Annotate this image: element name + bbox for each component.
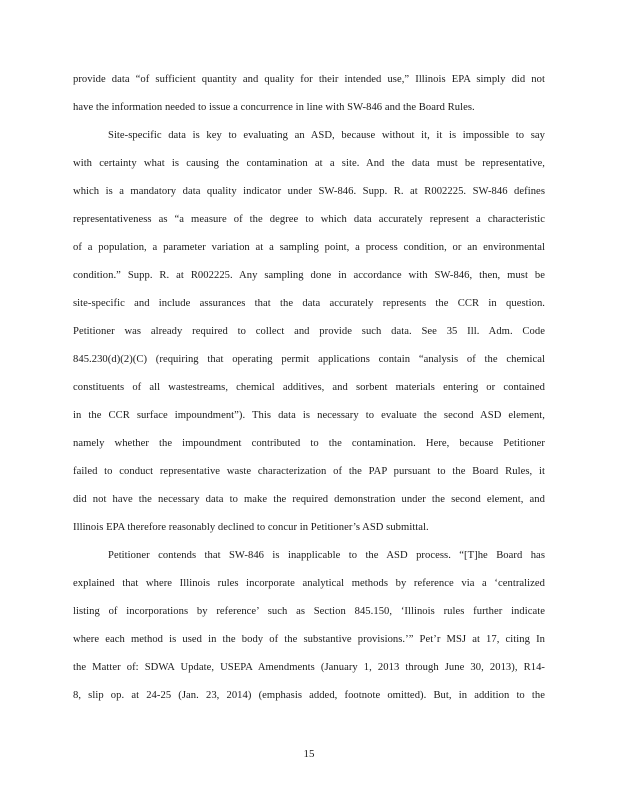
text-line: explained that where Illinois rules incorporate analytical methods by reference via a ‘centralized [73,578,545,589]
text-line: constituents of all wastestreams, chemical additives, and sorbent materials entering or contained [73,382,545,393]
text-line: 845.230(d)(2)(C) (requiring that operating permit applications contain “analysis of the chemical [73,354,545,365]
text-line: namely whether the impoundment contributed to the contamination. Here, because Petitioner [73,438,545,449]
text-line: Petitioner was already required to collect and provide such data. See 35 Ill. Adm. Code [73,326,545,337]
text-line: Site-specific data is key to evaluating an ASD, because without it, it is impossible to say [108,130,545,141]
text-line: the Matter of: SDWA Update, USEPA Amendments (January 1, 2013 through June 30, 2013), R14- [73,662,545,673]
text-line: with certainty what is causing the contamination at a site. And the data must be representative, [73,158,545,169]
text-line: Petitioner contends that SW-846 is inapplicable to the ASD process. “[T]he Board has [108,550,545,561]
text-line: in the CCR surface impoundment”). This data is necessary to evaluate the second ASD element, [73,410,545,421]
text-line: where each method is used in the body of the substantive provisions.’” Pet’r MSJ at 17, citing In [73,634,545,645]
text-line: listing of incorporations by reference’ such as Section 845.150, ‘Illinois rules further indicate [73,606,545,617]
text-line: condition.” Supp. R. at R002225. Any sampling done in accordance with SW-846, then, must be [73,270,545,281]
text-line: provide data “of sufficient quantity and quality for their intended use,” Illinois EPA simply did not [73,74,545,85]
text-line: did not have the necessary data to make the required demonstration under the second element, and [73,494,545,505]
text-line: of a population, a parameter variation at a sampling point, a process condition, or an environmental [73,242,545,253]
text-line: failed to conduct representative waste characterization of the PAP pursuant to the Board Rules, it [73,466,545,477]
text-line: 8, slip op. at 24-25 (Jan. 23, 2014) (emphasis added, footnote omitted). But, in addition to the [73,690,545,701]
page-number: 15 [303,748,315,760]
text-line: representativeness as “a measure of the degree to which data accurately represent a characteristic [73,214,545,225]
text-line: site-specific and include assurances that the data accurately represents the CCR in question. [73,298,545,309]
text-line: which is a mandatory data quality indicator under SW-846. Supp. R. at R002225. SW-846 defines [73,186,545,197]
text-line: Illinois EPA therefore reasonably declined to concur in Petitioner’s ASD submittal. [73,522,429,533]
text-line: have the information needed to issue a concurrence in line with SW-846 and the Board Rules. [73,102,475,113]
